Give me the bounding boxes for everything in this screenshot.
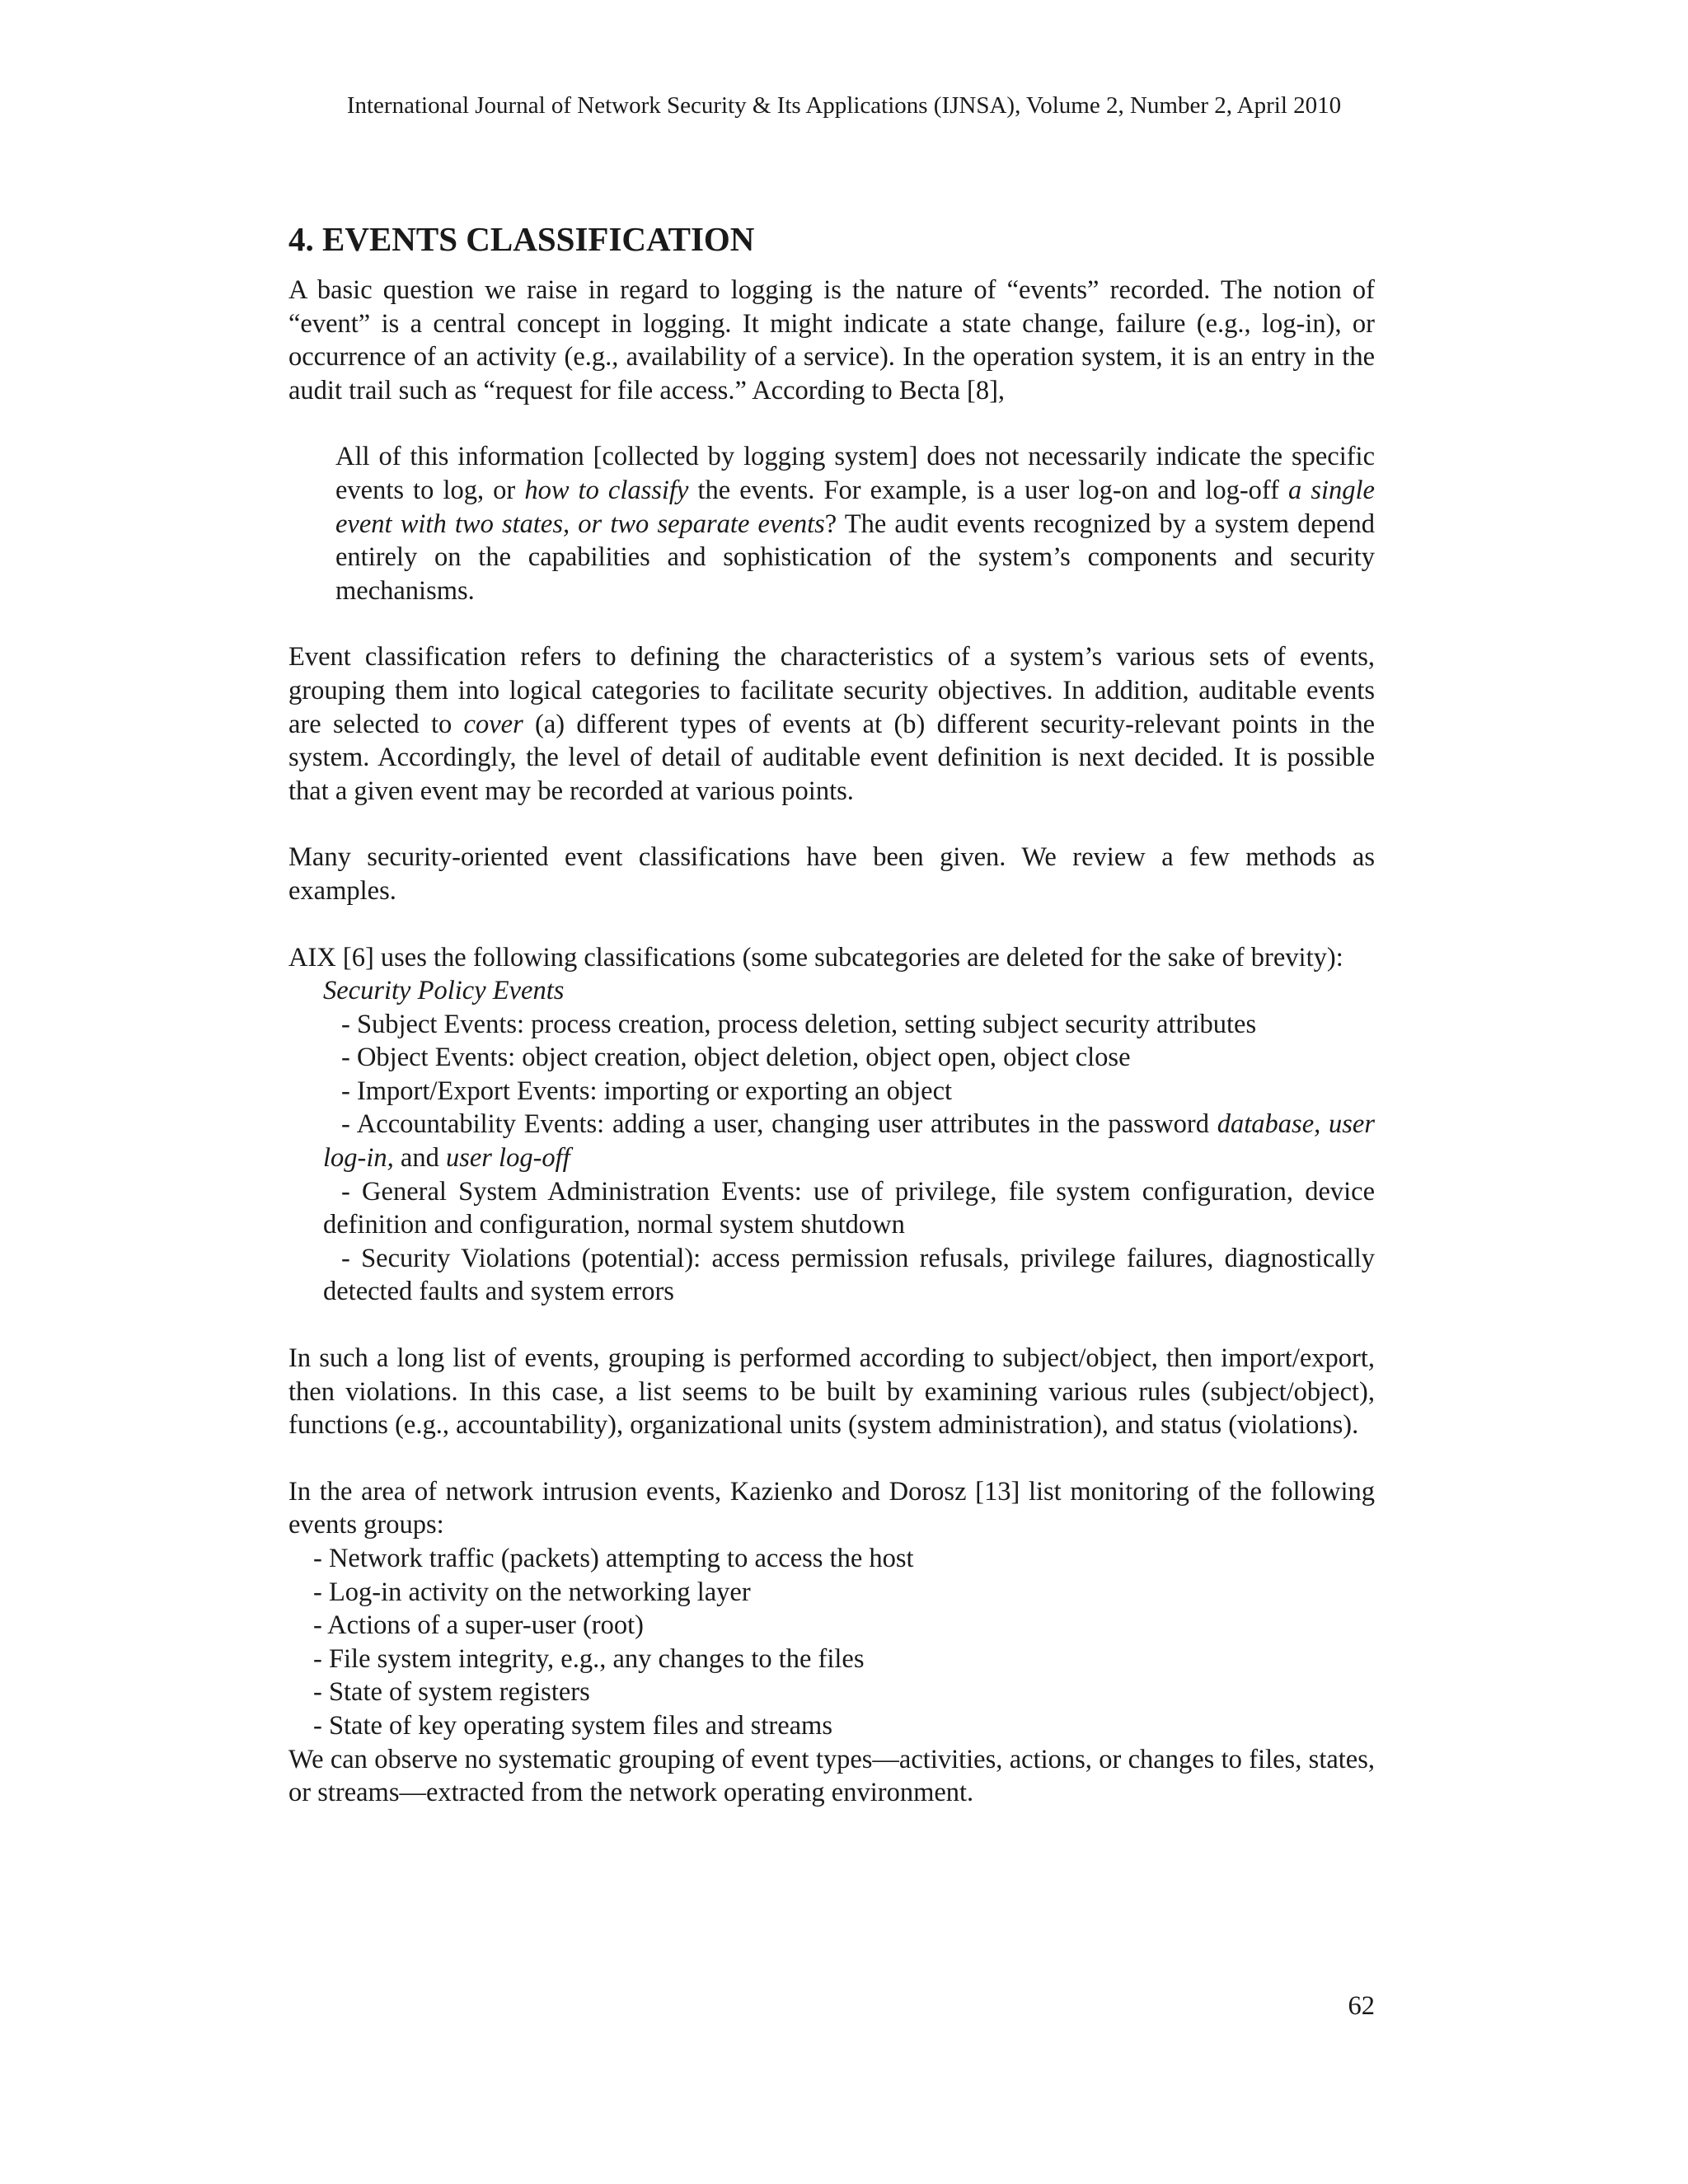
quote-text-3: ? The audit events recognized by a system depend entirely on the capabilities and sophistication of the system’s components and security mechanisms.	[335, 509, 1376, 606]
list-item: - Network traffic (packets) attempting to access the host	[313, 1544, 914, 1573]
paragraph-methods: Many security-oriented event classifications have been given. We review a few methods as examples.	[288, 842, 1375, 906]
paragraph-intrusion: In the area of network intrusion events, Kazienko and Dorosz [13] list monitoring of the following events groups:	[288, 1476, 1375, 1540]
list-item: - Log-in activity on the networking layer	[313, 1577, 751, 1607]
quote-emphasis-1: how to classify	[524, 475, 689, 505]
paragraph-aix: AIX [6] uses the following classifications (some subcategories are deleted for the sake of brevity):	[288, 942, 1343, 972]
quote-emphasis-2: a single event with two states, or two separate events	[335, 475, 1375, 539]
page-number: 62	[1348, 1991, 1375, 2021]
list-item-import-export-events: - Import/Export Events: importing or exporting an object	[341, 1076, 953, 1106]
list-item-system-administration-events: - General System Administration Events: use of privilege, file system configuration, device definition and configuration, normal system shutdown	[323, 1176, 1375, 1240]
accountability-text-1: - Accountability Events: adding a user, changing user attributes in the password	[341, 1109, 1217, 1140]
accountability-emphasis-2: user log-off	[445, 1143, 570, 1174]
list-item: - Actions of a super-user (root)	[313, 1610, 644, 1641]
list-item: - State of system registers	[313, 1677, 590, 1708]
list-item-object-events: - Object Events: object creation, object deletion, object open, object close	[341, 1043, 1131, 1073]
para2-text-2: (a) different types of events at (b) different security-relevant points in the system. Accordingly, the level of detail of auditable event definition is next decided. It is possible that a given event may be recorded at various points.	[288, 709, 1375, 806]
accountability-text-2: and	[393, 1143, 446, 1174]
list-item: - State of key operating system files and streams	[313, 1710, 832, 1741]
list-item-accountability-events	[323, 1108, 1375, 1174]
paragraph-grouping: In such a long list of events, grouping is performed according to subject/object, then import/export, then violations. In this case, a list seems to be built by examining various rules (subject/object), functions (e.g., accountability), organizational units (system administration), and status (violations).	[288, 1343, 1375, 1441]
page-body	[288, 216, 1375, 1810]
running-header: International Journal of Network Security & Its Applications (IJNSA), Volume 2, Number 2, April 2010	[346, 92, 1342, 119]
section-title: 4. EVENTS CLASSIFICATION	[288, 220, 755, 258]
accountability-emphasis-1: database, user log-in,	[323, 1109, 1376, 1174]
list-item: - File system integrity, e.g., any changes to the files	[313, 1643, 865, 1674]
list-item-subject-events: - Subject Events: process creation, process deletion, setting subject security attributes	[341, 1009, 1257, 1039]
list-title-security-policy: Security Policy Events	[323, 976, 565, 1006]
quote-text-2: the events. For example, is a user log-on and log-off	[688, 475, 1289, 505]
para2-emphasis: cover	[463, 709, 523, 739]
paragraph-observation: We can observe no systematic grouping of event types—activities, actions, or changes to files, states, or streams—extracted from the network operating environment.	[288, 1744, 1375, 1808]
paragraph-classification	[288, 640, 1375, 808]
quote-text-1: All of this information [collected by logging system] does not necessarily indicate the specific events to log, or	[335, 442, 1375, 505]
block-quote	[335, 440, 1375, 607]
para2-text-1: Event classification refers to defining the characteristics of a system’s various sets of events, grouping them into logical categories to facilitate security objectives. In addition, auditable events are selected to	[288, 642, 1375, 739]
paragraph-intro: A basic question we raise in regard to logging is the nature of “events” recorded. The notion of “event” is a central concept in logging. It might indicate a state change, failure (e.g., log-in), or occurrence of an activity (e.g., availability of a service). In the operation system, it is an entry in the audit trail such as “request for file access.” According to Becta [8],	[288, 275, 1375, 405]
list-item-security-violations: - Security Violations (potential): access permission refusals, privilege failures, diagnostically detected faults and system errors	[323, 1243, 1375, 1307]
intrusion-events-list	[313, 1542, 1375, 1743]
aix-classification-list	[323, 974, 1375, 1309]
